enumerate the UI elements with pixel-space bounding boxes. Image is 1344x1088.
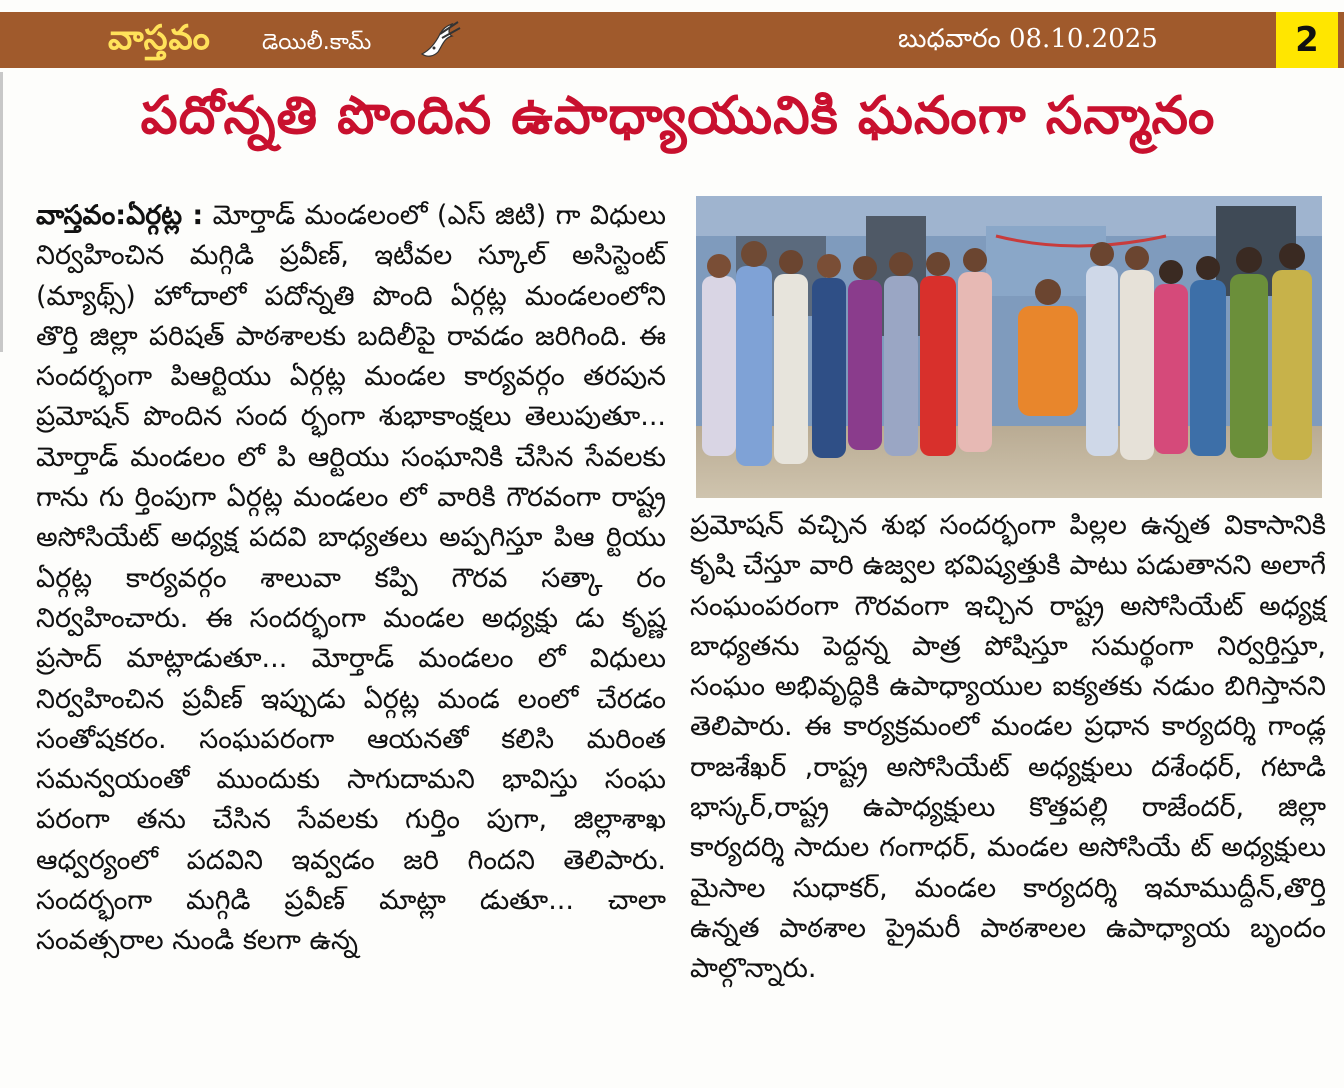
left-margin-rule [0,72,3,352]
page-number: 2 [1276,12,1338,68]
masthead-bar [0,12,1344,68]
bird-icon [418,20,462,62]
group-photo-icon [696,196,1322,498]
brand-subtitle: డెయిలీ.కామ్ [262,30,372,55]
article-body-right [690,506,1326,990]
group-photo [696,196,1322,498]
issue-date: బుధవారం 08.10.2025 [898,24,1158,54]
article-left-text: మోర్తాడ్ మండలంలో (ఎస్ జిటి) గా విధులు నిర్వహించిన మగ్గిడి ప్రవీణ్, ఇటీవల స్కూల్ అసిస్టెంట్ (మ్యాథ్స్) హోదాలో పదోన్నతి పొంది ఏర్గట్ల మండలంలోని తొర్తి జిల్లా పరిషత్ పాఠశాలకు బదిలీపై రావడం జరిగింది. ఈ సందర్భంగా పిఆర్టియు ఏర్గట్ల మండల కార్యవర్గం తరపున ప్రమోషన్ పొందిన సంద ర్భంగా శుభాకాంక్షలు తెలుపుతూ... మోర్తాడ్ మండలం లో పి ఆర్టియు సంఘానికి చేసిన సేవలకు గాను గు ర్తింపుగా ఏర్గట్ల మండలం లో వారికి గౌరవంగా రాష్ట్ర అసోసియేట్ అధ్యక్ష పదవి బాధ్యతలు అప్పగిస్తూ పిఆ ర్టియు ఏర్గట్ల కార్యవర్గం శాలువా కప్పి గౌరవ సత్కా రం నిర్వహించారు. ఈ సందర్భంగా మండల అధ్యక్షు డు కృష్ణ ప్రసాద్ మాట్లాడుతూ... మోర్తాడ్ మండలం లో విధులు నిర్వహించిన ప్రవీణ్ ఇప్పుడు ఏర్గట్ల మండ లంలో చేరడం సంతోషకరం. సంఘపరంగా ఆయనతో కలిసి మరింత సమన్వయంతో ముందుకు సాగుదామని భావిస్తు సంఘ పరంగా తను చేసిన సేవలకు గుర్తిం పుగా, జిల్లాశాఖ ఆధ్వర్యంలో పదవిని ఇవ్వడం జరి గిందని తెలిపారు. సందర్భంగా మగ్గిడి ప్రవీణ్ మాట్లా డుతూ... చాలా సంవత్సరాల నుండి కలగా ఉన్న [36,200,666,957]
brand-name: వాస్తవం [108,18,211,58]
article-body-left [36,196,666,962]
article-headline: పదోన్నతి పొందిన ఉపాధ్యాయునికి ఘనంగా సన్మానం [140,86,1216,146]
article-dateline: వాస్తవం:ఏర్గట్ల : [36,200,204,231]
article-right-text: ప్రమోషన్ వచ్చిన శుభ సందర్భంగా పిల్లల ఉన్నత వికాసానికి కృషి చేస్తూ వారి ఉజ్వల భవిష్యత్తుకి పాటు పడుతానని అలాగే సంఘంపరంగా గౌరవంగా ఇచ్చిన రాష్ట్ర అసోసియేట్ అధ్యక్ష బాధ్యతను పెద్దన్న పాత్ర పోషిస్తూ సమర్థంగా నిర్వర్తిస్తూ, సంఘం అభివృద్ధికి ఉపాధ్యాయుల ఐక్యతకు నడుం బిగిస్తానని తెలిపారు. ఈ కార్యక్రమంలో మండల ప్రధాన కార్యదర్శి గాండ్ల రాజశేఖర్ ,రాష్ట్ర అసోసియేట్ అధ్యక్షులు దశేంధర్, గటాడి భాస్కర్,రాష్ట్ర ఉపాధ్యక్షులు కొత్తపల్లి రాజేందర్, జిల్లా కార్యదర్శి సాదుల గంగాధర్, మండల అసోసియే ట్ అధ్యక్షులు మైసాల సుధాకర్, మండల కార్యదర్శి ఇమాముద్దీన్,తొర్తి ఉన్నత పాఠశాల ప్రైమరీ పాఠశాలల ఉపాధ్యాయ బృందం పాల్గొన్నారు. [690,510,1326,985]
